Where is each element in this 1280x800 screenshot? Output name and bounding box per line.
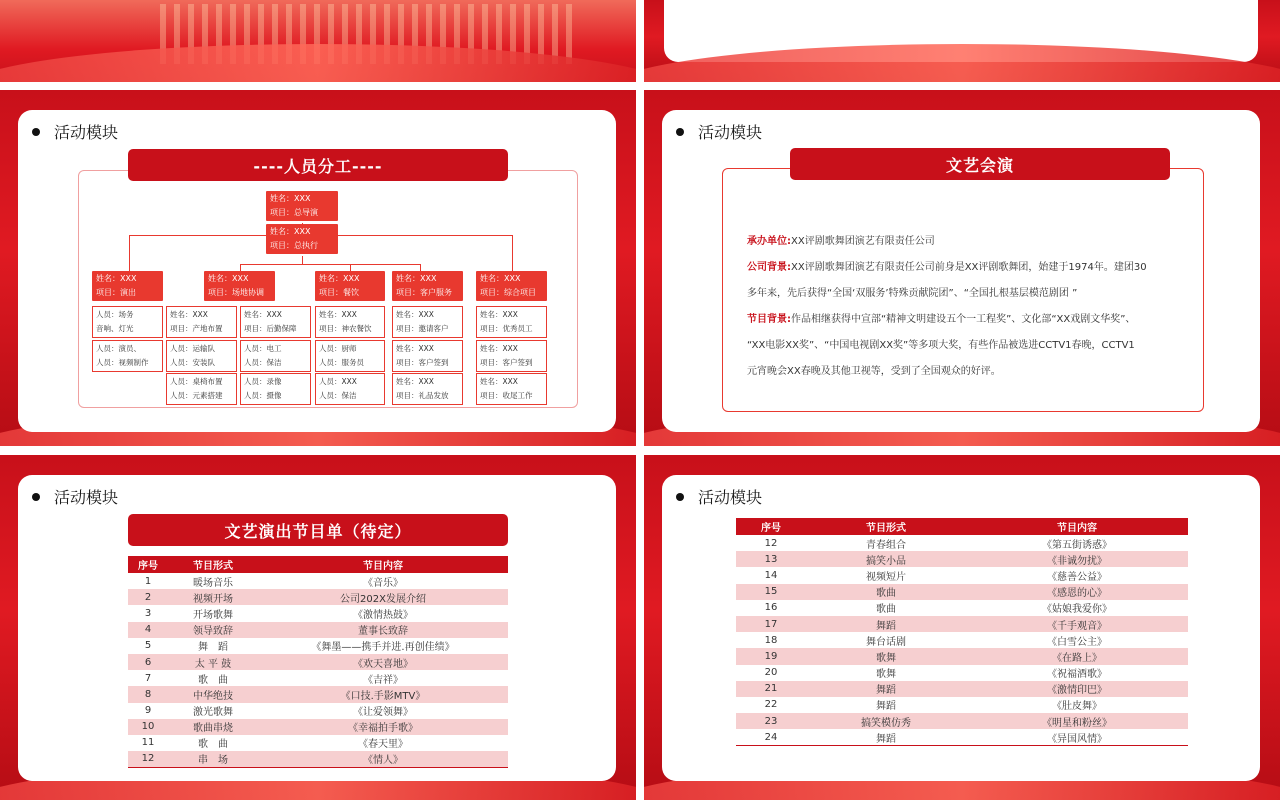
cell-index: 23: [736, 713, 806, 729]
col-header-index: 序号: [128, 556, 168, 573]
connector: [302, 256, 303, 264]
org-sub-box: 人员：桌椅布置 人员：元素搭建: [166, 373, 237, 405]
content-card: [662, 110, 1260, 432]
cell-content: 《音乐》: [258, 573, 508, 589]
cell-index: 24: [736, 729, 806, 745]
section-heading: [676, 120, 762, 143]
host-value: XX评剧歌舞团演艺有限责任公司: [791, 236, 935, 247]
cell-index: 16: [736, 600, 806, 616]
connector: [240, 264, 420, 265]
cell-content: 《第五街诱惑》: [966, 535, 1188, 551]
cell-content: 《让爱领舞》: [258, 703, 508, 719]
cell-index: 2: [128, 589, 168, 605]
slide-art-performance: [644, 90, 1280, 446]
table-row: [128, 686, 508, 702]
cell-index: 19: [736, 648, 806, 664]
org-sub-box: 人员：运输队 人员：安装队: [166, 340, 237, 372]
cell-content: 《幸福拍手歌》: [258, 719, 508, 735]
cell-form: 领导致辞: [168, 622, 258, 638]
cell-content: 《欢天喜地》: [258, 654, 508, 670]
table-row: [128, 654, 508, 670]
connector: [129, 235, 130, 272]
cell-index: 1: [128, 573, 168, 589]
cell-index: 12: [736, 535, 806, 551]
org-sub-box: 人员：厨师 人员：服务员: [315, 340, 385, 372]
cell-index: 17: [736, 616, 806, 632]
table-row: [736, 551, 1188, 567]
slide-blank-bottom: [644, 0, 1280, 82]
cell-index: 8: [128, 686, 168, 702]
cell-form: 激光歌舞: [168, 703, 258, 719]
table-row: [128, 622, 508, 638]
cell-content: 《感恩的心》: [966, 584, 1188, 600]
table-row: [128, 589, 508, 605]
org-node-director: 姓名：XXX 项目：总导演: [266, 191, 338, 221]
table-row: [736, 584, 1188, 600]
cell-form: 歌曲: [806, 584, 966, 600]
cell-content: 《明星和粉丝》: [966, 713, 1188, 729]
art-frame: [722, 168, 1204, 412]
cell-form: 舞蹈: [806, 681, 966, 697]
table-row: [128, 719, 508, 735]
cell-content: 《千手观音》: [966, 616, 1188, 632]
section-heading-text: 活动模块: [54, 488, 119, 507]
cell-form: 搞笑模仿秀: [806, 713, 966, 729]
connector: [129, 235, 266, 236]
section-heading: [676, 485, 762, 508]
cell-index: 11: [128, 735, 168, 751]
program-line-2: “XX电影XX奖”、“中国电视剧XX奖”等多项大奖，有些作品被选进CCTV1春晚，CCTV1: [747, 340, 1135, 351]
art-banner: 文艺会演: [790, 148, 1170, 180]
org-node-general: 姓名：XXX 项目：综合项目: [476, 271, 547, 301]
slide-cover-bottom: [0, 0, 636, 82]
cell-content: 《白雪公主》: [966, 632, 1188, 648]
col-header-content: 节目内容: [258, 556, 508, 573]
cell-form: 歌舞: [806, 648, 966, 664]
cell-content: 《慈善公益》: [966, 567, 1188, 583]
cell-content: 《舞墨——携手并进.再创佳绩》: [258, 638, 508, 654]
cell-index: 13: [736, 551, 806, 567]
org-node-catering: 姓名：XXX 项目：餐饮: [315, 271, 385, 301]
org-node-customer-service: 姓名：XXX 项目：客户服务: [392, 271, 463, 301]
program-table: [736, 518, 1188, 746]
table-row: [736, 681, 1188, 697]
table-row: [736, 665, 1188, 681]
cell-content: 《姑娘我爱你》: [966, 600, 1188, 616]
cell-form: 舞台话剧: [806, 632, 966, 648]
cell-index: 18: [736, 632, 806, 648]
program-line-1: 作品相继获得中宣部“精神文明建设五个一工程奖”、文化部“XX戏剧文华奖”、: [791, 314, 1136, 325]
cell-form: 视频开场: [168, 589, 258, 605]
cell-content: 《在路上》: [966, 648, 1188, 664]
section-heading-text: 活动模块: [698, 488, 763, 507]
section-heading: [32, 120, 118, 143]
table-row: [736, 648, 1188, 664]
table-row: [736, 567, 1188, 583]
cell-index: 9: [128, 703, 168, 719]
org-banner: ----人员分工----: [128, 149, 508, 181]
org-node-venue: 姓名：XXX 项目：场地协调: [204, 271, 275, 301]
cell-form: 舞 蹈: [168, 638, 258, 654]
cell-content: 《激情印巴》: [966, 681, 1188, 697]
cell-form: 中华绝技: [168, 686, 258, 702]
col-header-content: 节目内容: [966, 518, 1188, 535]
cell-form: 视频短片: [806, 567, 966, 583]
background-line-1: XX评剧歌舞团演艺有限责任公司前身是XX评剧歌舞团，始建于1974年。建团30: [791, 262, 1147, 273]
org-sub-box: 姓名：XXX 项目：后勤保障: [240, 306, 311, 338]
cell-content: 董事长致辞: [258, 622, 508, 638]
cell-index: 15: [736, 584, 806, 600]
cell-content: 《异国风情》: [966, 729, 1188, 745]
cell-form: 搞笑小品: [806, 551, 966, 567]
section-heading-text: 活动模块: [698, 123, 763, 142]
table-row: [128, 703, 508, 719]
table-row: [736, 697, 1188, 713]
table-row: [128, 670, 508, 686]
col-header-index: 序号: [736, 518, 806, 535]
cell-index: 5: [128, 638, 168, 654]
program-banner: 文艺演出节目单（待定）: [128, 514, 508, 546]
org-sub-box: 人员：录像 人员：摄像: [240, 373, 311, 405]
org-sub-box: 姓名：XXX 项目：客户签到: [392, 340, 463, 372]
host-label: 承办单位:: [747, 236, 791, 247]
content-card: [18, 475, 616, 781]
table-row: [736, 600, 1188, 616]
org-sub-box: 姓名：XXX 项目：邀请客户: [392, 306, 463, 338]
cell-index: 3: [128, 605, 168, 621]
bullet-icon: [32, 493, 40, 501]
org-sub-box: 姓名：XXX 项目：收尾工作: [476, 373, 547, 405]
cell-content: 《春天里》: [258, 735, 508, 751]
cell-index: 20: [736, 665, 806, 681]
cell-index: 6: [128, 654, 168, 670]
program-background-label: 节目背景:: [747, 314, 791, 325]
cell-index: 10: [128, 719, 168, 735]
table-row: [736, 632, 1188, 648]
slide-program-list-1: [0, 455, 636, 800]
cell-form: 太 平 鼓: [168, 654, 258, 670]
table-row: [128, 605, 508, 621]
table-row: [736, 535, 1188, 551]
col-header-form: 节目形式: [168, 556, 258, 573]
cell-content: 公司202X发展介绍: [258, 589, 508, 605]
bullet-icon: [32, 128, 40, 136]
art-body: [747, 229, 1187, 385]
cell-form: 歌 曲: [168, 670, 258, 686]
org-sub-box: 人员：电工 人员：保洁: [240, 340, 311, 372]
org-sub-box: 人员：演员、 人员：视频制作: [92, 340, 163, 372]
section-heading-text: 活动模块: [54, 123, 119, 142]
cell-content: 《肚皮舞》: [966, 697, 1188, 713]
col-header-form: 节目形式: [806, 518, 966, 535]
cell-content: 《口技.手影MTV》: [258, 686, 508, 702]
table-row: [128, 751, 508, 767]
cell-index: 7: [128, 670, 168, 686]
connector: [338, 235, 512, 236]
org-sub-box: 人员：XXX 人员：保洁: [315, 373, 385, 405]
cell-form: 歌曲: [806, 600, 966, 616]
cell-index: 22: [736, 697, 806, 713]
org-sub-box: 姓名：XXX 项目：产地布置: [166, 306, 237, 338]
cell-content: 《情人》: [258, 751, 508, 767]
program-table: [128, 556, 508, 768]
cell-form: 开场歌舞: [168, 605, 258, 621]
program-line-3: 元宵晚会XX春晚及其他卫视等，受到了全国观众的好评。: [747, 366, 1001, 377]
cell-form: 歌舞: [806, 665, 966, 681]
org-sub-box: 人员：场务 音响、灯光: [92, 306, 163, 338]
cell-form: 舞蹈: [806, 616, 966, 632]
cell-content: 《非诚勿扰》: [966, 551, 1188, 567]
bullet-icon: [676, 493, 684, 501]
slide-staff-division: [0, 90, 636, 446]
section-heading: [32, 485, 118, 508]
background-label: 公司背景:: [747, 262, 791, 273]
cell-index: 21: [736, 681, 806, 697]
org-sub-box: 姓名：XXX 项目：客户签到: [476, 340, 547, 372]
table-row: [736, 616, 1188, 632]
org-sub-box: 姓名：XXX 项目：神农餐饮: [315, 306, 385, 338]
cell-content: 《激情热鼓》: [258, 605, 508, 621]
cell-form: 歌 曲: [168, 735, 258, 751]
content-card: [662, 475, 1260, 781]
cell-index: 14: [736, 567, 806, 583]
org-sub-box: 姓名：XXX 项目：优秀员工: [476, 306, 547, 338]
cell-form: 串 场: [168, 751, 258, 767]
cell-index: 12: [128, 751, 168, 767]
slide-program-list-2: [644, 455, 1280, 800]
connector: [512, 235, 513, 272]
cell-form: 青春组合: [806, 535, 966, 551]
org-sub-box: 姓名：XXX 项目：礼品发放: [392, 373, 463, 405]
cell-index: 4: [128, 622, 168, 638]
table-row: [128, 735, 508, 751]
background-line-2: 多年来，先后获得“全国‘双服务’特殊贡献院团”、“全国扎根基层模范剧团 ”: [747, 288, 1078, 299]
cell-content: 《祝福酒歌》: [966, 665, 1188, 681]
org-node-performance: 姓名：XXX 项目：演出: [92, 271, 163, 301]
content-card: [18, 110, 616, 432]
cell-form: 暖场音乐: [168, 573, 258, 589]
org-node-executive: 姓名：XXX 项目：总执行: [266, 224, 338, 254]
table-row: [736, 729, 1188, 745]
cell-content: 《吉祥》: [258, 670, 508, 686]
cell-form: 舞蹈: [806, 697, 966, 713]
cell-form: 舞蹈: [806, 729, 966, 745]
table-row: [128, 573, 508, 589]
cell-form: 歌曲串烧: [168, 719, 258, 735]
table-row: [736, 713, 1188, 729]
table-row: [128, 638, 508, 654]
bullet-icon: [676, 128, 684, 136]
